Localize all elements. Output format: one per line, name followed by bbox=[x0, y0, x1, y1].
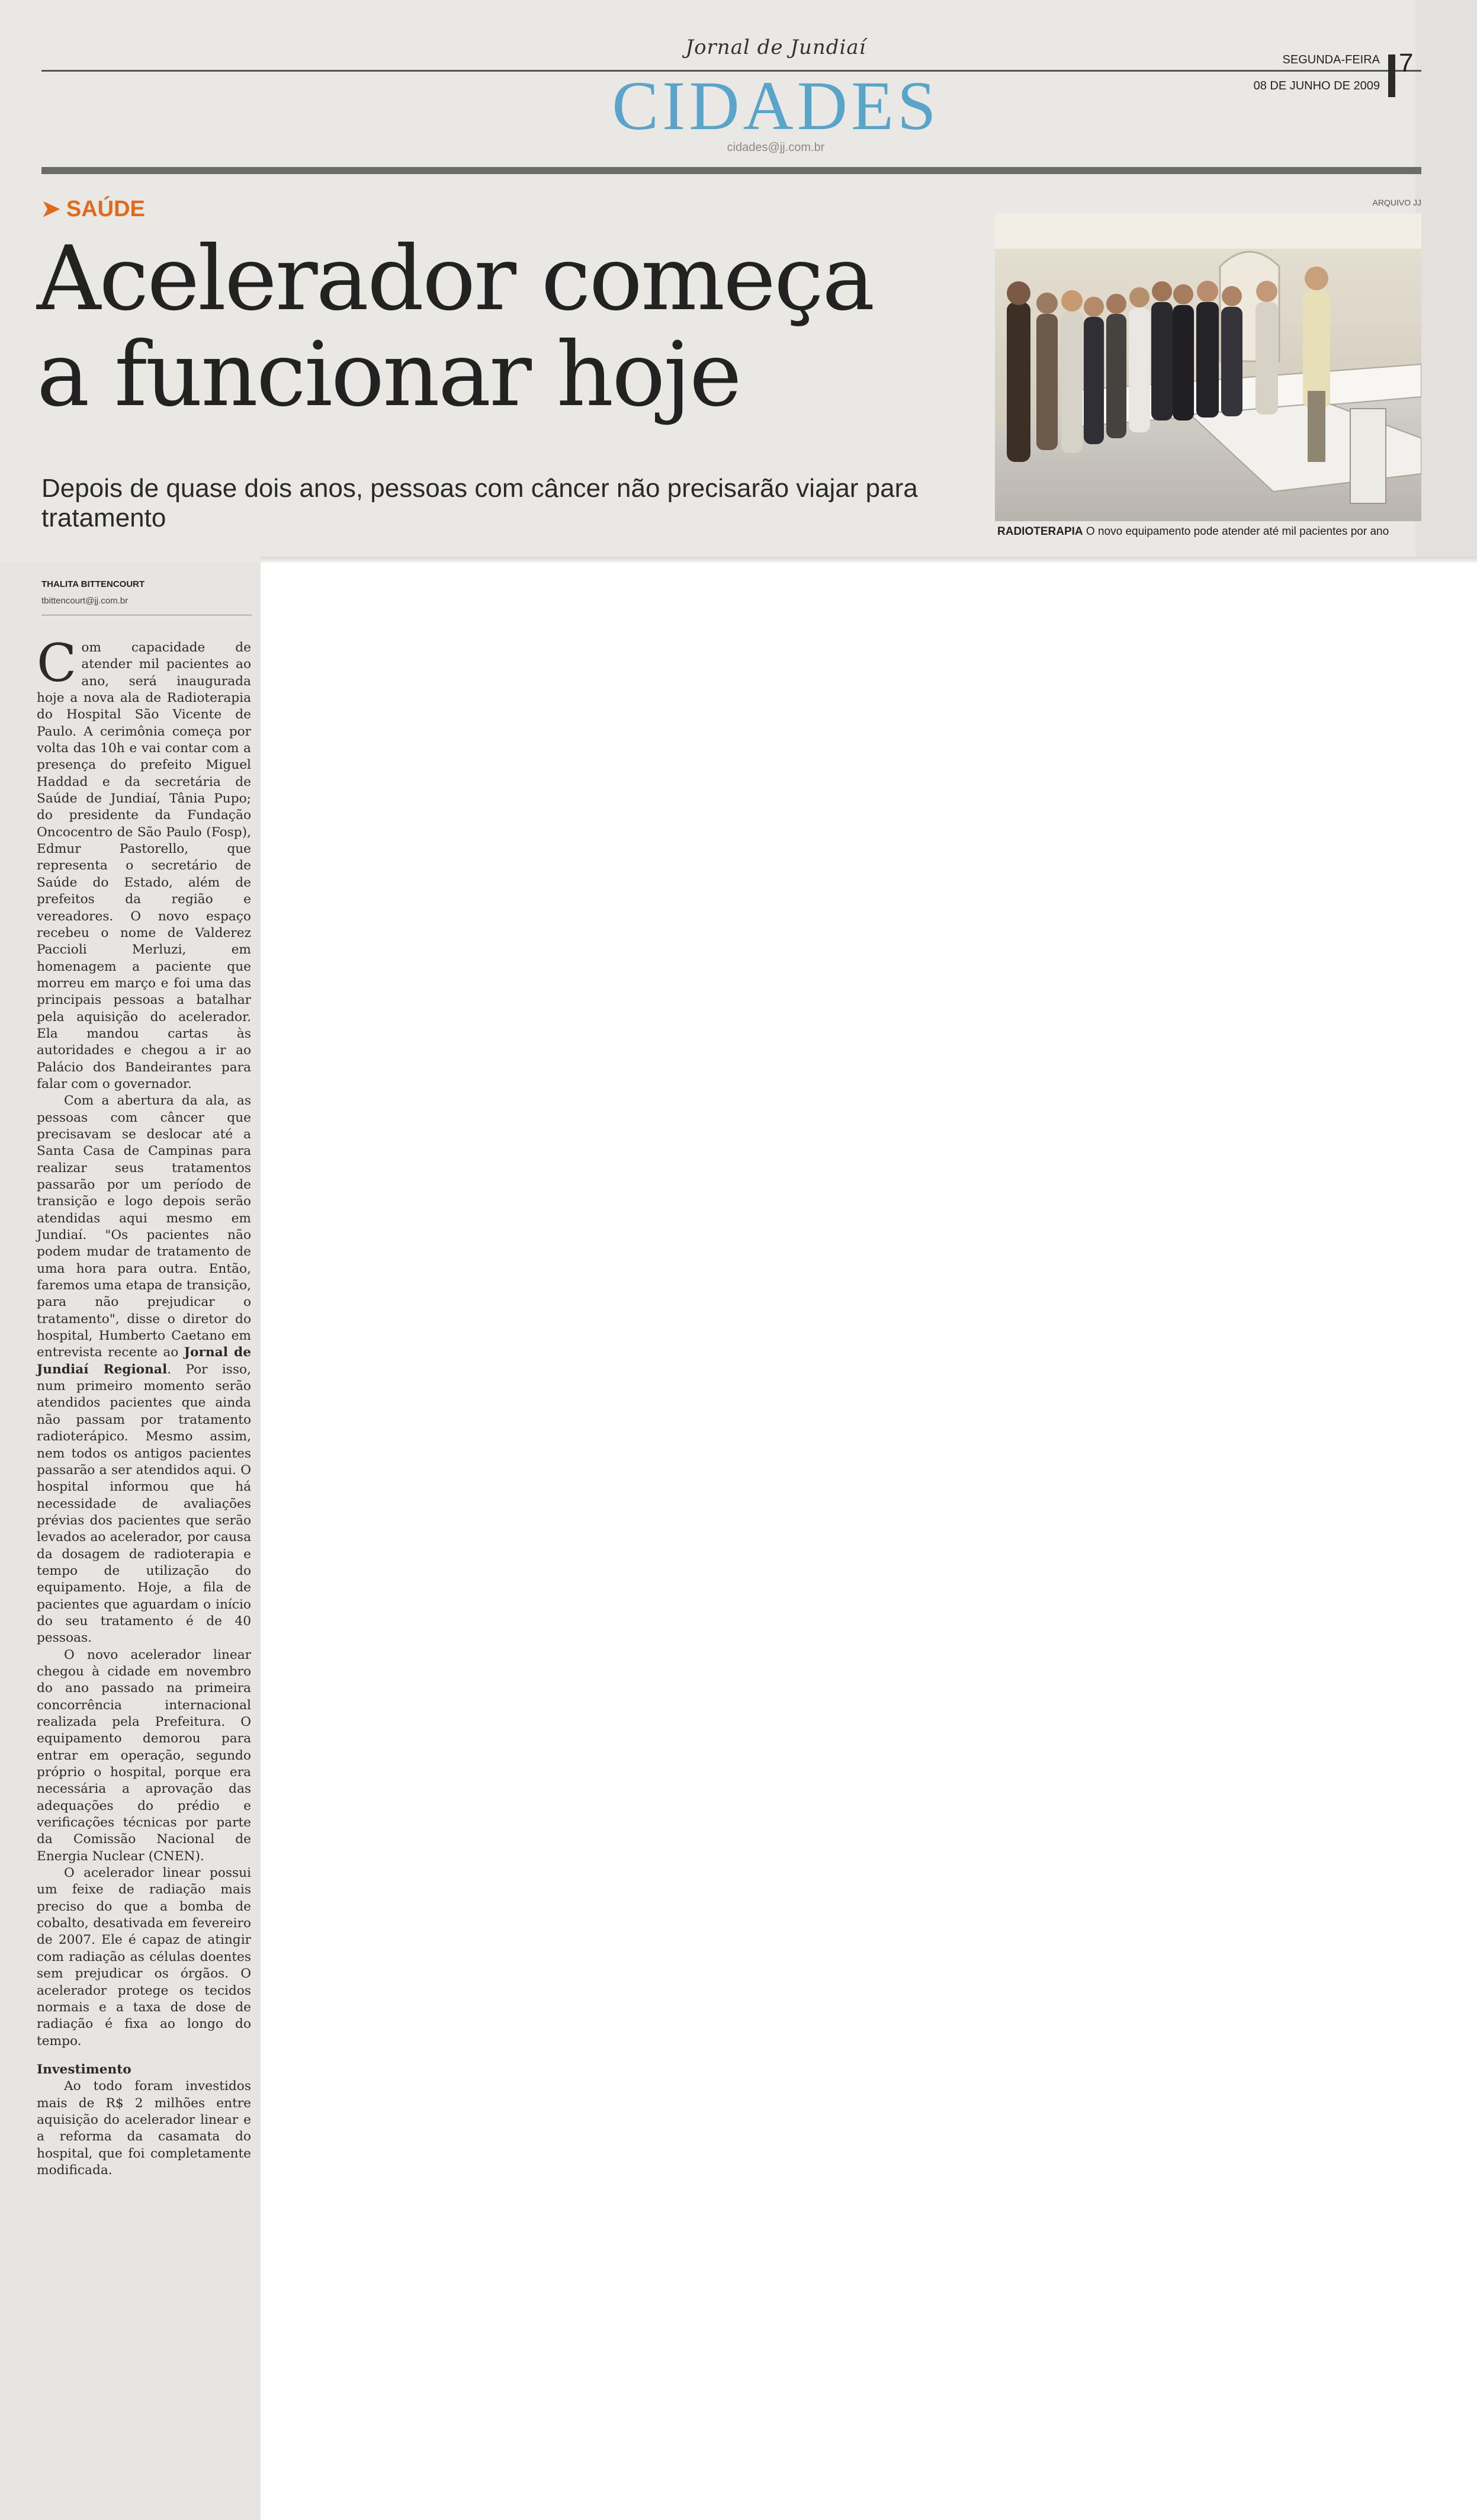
paragraph-text: Com a abertura da ala, as pessoas com câncer que precisavam se deslocar até a Santa Casa de Campinas para realizar seus tratamentos passarão por um período de transição e logo depois serão atendidas aqui mesmo em Jundiaí. "Os pacientes não podem mudar de tratamento de uma hora para outra. Então, faremos uma etapa de transição, para não prejudicar o tratamento", disse o diretor do hospital, Humberto Caetano em entrevista recente ao bbox=[37, 1093, 251, 1360]
article-paragraph bbox=[37, 633, 251, 1093]
drop-cap: C bbox=[37, 633, 77, 694]
headline-line-1: Acelerador começa bbox=[37, 227, 874, 330]
page-number: 7 bbox=[1399, 49, 1414, 78]
newspaper-name: Jornal de Jundiaí Regional bbox=[37, 1345, 251, 1377]
arrow-right-icon: ➤ bbox=[41, 197, 60, 221]
section-url: cidades@jj.com.br bbox=[727, 141, 825, 154]
page-number-bar bbox=[1388, 54, 1395, 97]
headline-line-2: a funcionar hoje bbox=[37, 323, 740, 426]
article-paragraph: Ao todo foram investidos mais de R$ 2 milhões entre aquisição do acelerador linear e a reforma da casamata do hospital, que foi completamente modificada. bbox=[37, 2079, 251, 2178]
subheadline: Depois de quase dois anos, pessoas com câncer não precisarão viajar para tratamento bbox=[41, 474, 918, 532]
kicker-label: SAÚDE bbox=[66, 197, 145, 221]
caption-label: RADIOTERAPIA bbox=[997, 525, 1083, 538]
article-paragraph: O novo acelerador linear chegou à cidade em novembro do ano passado na primeira concorrência internacional realizada pela Prefeitura. O equipamento demorou para entrar em operação, segundo próprio o hospital, porque era necessária a aprovação das adequações do prédio e verificações técnicas por parte da Comissão Nacional de Energia Nuclear (CNEN). bbox=[37, 1647, 251, 1864]
article-body bbox=[37, 633, 251, 2179]
paragraph-text: . Por isso, num primeiro momento serão atendidos pacientes que ainda não passam por tratamento radioterápico. Mesmo assim, nem todos os antigos pacientes passarão a ser atendidos aqui. O hospital informou que há necessidade de avaliações prévias dos pacientes que serão levados ao acelerador, por causa da dosagem de radioterapia e tempo de utilização do equipamento. Hoje, a fila de pacientes que aguardam o início do seu tratamento é de 40 pessoas. bbox=[37, 1362, 251, 1646]
photo-illustration bbox=[995, 213, 1421, 521]
photo-credit: ARQUIVO JJ bbox=[1372, 198, 1421, 207]
photo-caption bbox=[997, 525, 1447, 538]
blank-area bbox=[261, 563, 1477, 2520]
news-photo bbox=[995, 213, 1421, 521]
weekday-label: SEGUNDA-FEIRA bbox=[1282, 53, 1380, 66]
header-divider bbox=[41, 167, 1421, 174]
paragraph-text: om capacidade de atender mil pacientes ao ano, será inaugurada hoje a nova ala de Radioterapia do Hospital São Vicente de Paulo. A cerimônia começa por volta das 10h e vai contar com a presença do prefeito Miguel Haddad e da secretária de Saúde de Jundiaí, Tânia Pupo; do presidente da Fundação Oncocentro de São Paulo (Fosp), Edmur Pastorello, que representa o secretário de Saúde do Estado, além de prefeitos da região e vereadores. O novo espaço recebeu o nome de Valderez Paccioli Merluzi, em homenagem a paciente que morreu em março e foi uma das principais pessoas a batalhar pela aquisição do acelerador. Ela mandou cartas às autoridades e chegou a ir ao Palácio dos Bandeirantes para falar com o governador. bbox=[37, 640, 251, 1092]
headline bbox=[37, 227, 961, 426]
article-subhead: Investimento bbox=[37, 2062, 131, 2077]
article-paragraph: O acelerador linear possui um feixe de radiação mais preciso do que a bomba de cobalto, desativada em fevereiro de 2007. Ele é capaz de atingir com radiação as células doentes sem prejudicar os órgãos. O acelerador protege os tecidos normais e a taxa de dose de radiação é fixa ao longo do tempo. bbox=[37, 1866, 251, 2049]
byline-name: THALITA BITTENCOURT bbox=[41, 579, 145, 589]
byline-email: tbittencourt@jj.com.br bbox=[41, 596, 129, 606]
section-title: CIDADES bbox=[612, 67, 940, 145]
journal-name: Jornal de Jundiaí bbox=[685, 36, 866, 59]
article-paragraph bbox=[37, 1093, 251, 1646]
date-label: 08 DE JUNHO DE 2009 bbox=[1253, 79, 1380, 92]
caption-text: O novo equipamento pode atender até mil pacientes por ano bbox=[1086, 525, 1389, 538]
section-kicker bbox=[41, 195, 278, 222]
